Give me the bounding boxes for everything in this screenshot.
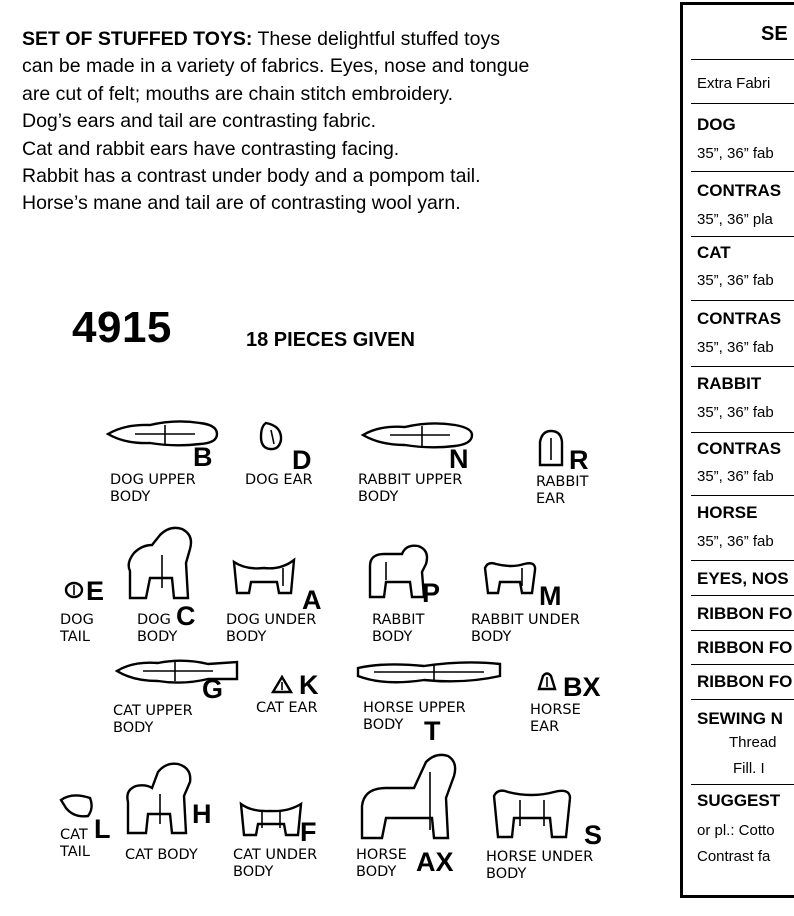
panel-divider — [691, 784, 794, 785]
panel-row: Contrast fa — [697, 848, 771, 865]
description-line: Rabbit has a contrast under body and a pompom tail. — [22, 165, 481, 188]
description-lead: SET OF STUFFED TOYS: — [22, 28, 253, 50]
panel-divider — [691, 699, 794, 700]
piece-e-label: DOG TAIL — [60, 612, 94, 645]
piece-t-letter: T — [424, 716, 441, 746]
panel-row: DOG — [697, 115, 736, 134]
panel-row: RIBBON FO — [697, 672, 793, 691]
piece-c-letter: C — [176, 601, 196, 631]
piece-e-shape — [64, 580, 84, 600]
panel-row: 35”, 36” fab — [697, 404, 774, 421]
piece-k-shape — [270, 674, 294, 694]
piece-bx-label: HORSE EAR — [530, 702, 581, 735]
piece-k-label: CAT EAR — [256, 700, 318, 716]
panel-row: 35”, 36” pla — [697, 211, 773, 228]
panel-title: SE — [761, 23, 788, 45]
pattern-number: 4915 — [72, 303, 172, 352]
piece-n-letter: N — [449, 444, 469, 474]
piece-m-letter: M — [539, 581, 562, 611]
piece-p-letter: P — [422, 578, 441, 608]
description-line: Horse’s mane and tail are of contrasting wool yarn. — [22, 192, 461, 215]
piece-c-shape — [122, 523, 197, 601]
panel-row: CONTRAS — [697, 309, 782, 328]
piece-t-label: HORSE UPPER BODY — [363, 700, 466, 733]
pieces-given: 18 PIECES GIVEN — [246, 329, 415, 351]
piece-e-letter: E — [86, 576, 105, 606]
panel-divider — [691, 630, 794, 631]
piece-ax-letter: AX — [416, 847, 454, 877]
piece-f-label: CAT UNDER BODY — [233, 847, 318, 880]
description-line: Cat and rabbit ears have contrasting facing. — [22, 137, 400, 160]
panel-row: Fill. I — [733, 760, 765, 777]
panel-divider — [691, 300, 794, 301]
piece-a-label: DOG UNDER BODY — [226, 612, 317, 645]
piece-g-label: CAT UPPER BODY — [113, 703, 193, 736]
panel-divider — [691, 171, 794, 172]
panel-row: CONTRAS — [697, 439, 782, 458]
piece-r-shape — [536, 428, 566, 468]
piece-d-shape — [258, 420, 284, 452]
panel-row: SUGGEST — [697, 791, 781, 810]
piece-t-shape — [354, 658, 504, 686]
piece-l-letter: L — [94, 814, 111, 844]
panel-row: or pl.: Cotto — [697, 822, 775, 839]
panel-row: EYES, NOS — [697, 569, 789, 588]
piece-k-letter: K — [299, 670, 319, 700]
piece-c-label: DOG BODY — [137, 612, 178, 645]
description-line: are cut of felt; mouths are chain stitch embroidery. — [22, 82, 453, 105]
panel-divider — [691, 432, 794, 433]
piece-h-label: CAT BODY — [125, 847, 198, 863]
piece-h-shape — [122, 760, 198, 836]
piece-ax-shape — [356, 750, 462, 842]
panel-divider — [691, 366, 794, 367]
piece-a-letter: A — [302, 585, 322, 615]
panel-row: HORSE — [697, 503, 758, 522]
panel-divider — [691, 236, 794, 237]
piece-ax-label: HORSE BODY — [356, 847, 407, 880]
panel-row: RABBIT — [697, 374, 762, 393]
panel-row: RIBBON FO — [697, 638, 793, 657]
description-line: SET OF STUFFED TOYS: These delightful stuffed toys — [22, 28, 500, 50]
panel-row: 35”, 36” fab — [697, 468, 774, 485]
panel-row: Thread — [729, 734, 777, 751]
piece-d-label: DOG EAR — [245, 472, 313, 488]
piece-b-letter: B — [193, 442, 213, 472]
piece-h-letter: H — [192, 799, 212, 829]
piece-p-label: RABBIT BODY — [372, 612, 425, 645]
panel-row: CAT — [697, 243, 731, 262]
materials-panel — [680, 2, 794, 898]
piece-l-shape — [58, 790, 96, 820]
panel-divider — [691, 59, 794, 60]
panel-divider — [691, 495, 794, 496]
panel-row: 35”, 36” fab — [697, 272, 774, 289]
description-line: can be made in a variety of fabrics. Eyes, nose and tongue — [22, 55, 530, 78]
piece-r-label: RABBIT EAR — [536, 474, 589, 507]
piece-b-label: DOG UPPER BODY — [110, 472, 196, 505]
piece-f-letter: F — [300, 817, 317, 847]
panel-row: 35”, 36” fab — [697, 145, 774, 162]
piece-r-letter: R — [569, 445, 589, 475]
panel-divider — [691, 595, 794, 596]
description-line: Dog’s ears and tail are contrasting fabric. — [22, 110, 377, 133]
piece-bx-shape — [536, 670, 558, 692]
panel-row: CONTRAS — [697, 181, 782, 200]
piece-s-letter: S — [584, 820, 603, 850]
piece-s-label: HORSE UNDER BODY — [486, 849, 594, 882]
piece-s-shape — [490, 784, 574, 840]
piece-m-shape — [482, 558, 538, 596]
piece-f-shape — [238, 798, 304, 838]
piece-m-label: RABBIT UNDER BODY — [471, 612, 580, 645]
panel-row: RIBBON FO — [697, 604, 793, 623]
piece-g-letter: G — [202, 674, 224, 704]
panel-row: 35”, 36” fab — [697, 533, 774, 550]
panel-row: SEWING N — [697, 709, 783, 728]
panel-row: 35”, 36” fab — [697, 339, 774, 356]
panel-divider — [691, 103, 794, 104]
piece-n-label: RABBIT UPPER BODY — [358, 472, 463, 505]
piece-a-shape — [231, 556, 297, 596]
piece-bx-letter: BX — [563, 672, 601, 702]
description-text — [22, 26, 642, 218]
panel-divider — [691, 664, 794, 665]
piece-d-letter: D — [292, 445, 312, 475]
panel-row: Extra Fabri — [697, 75, 771, 92]
piece-l-label: CAT TAIL — [60, 827, 91, 860]
panel-divider — [691, 560, 794, 561]
